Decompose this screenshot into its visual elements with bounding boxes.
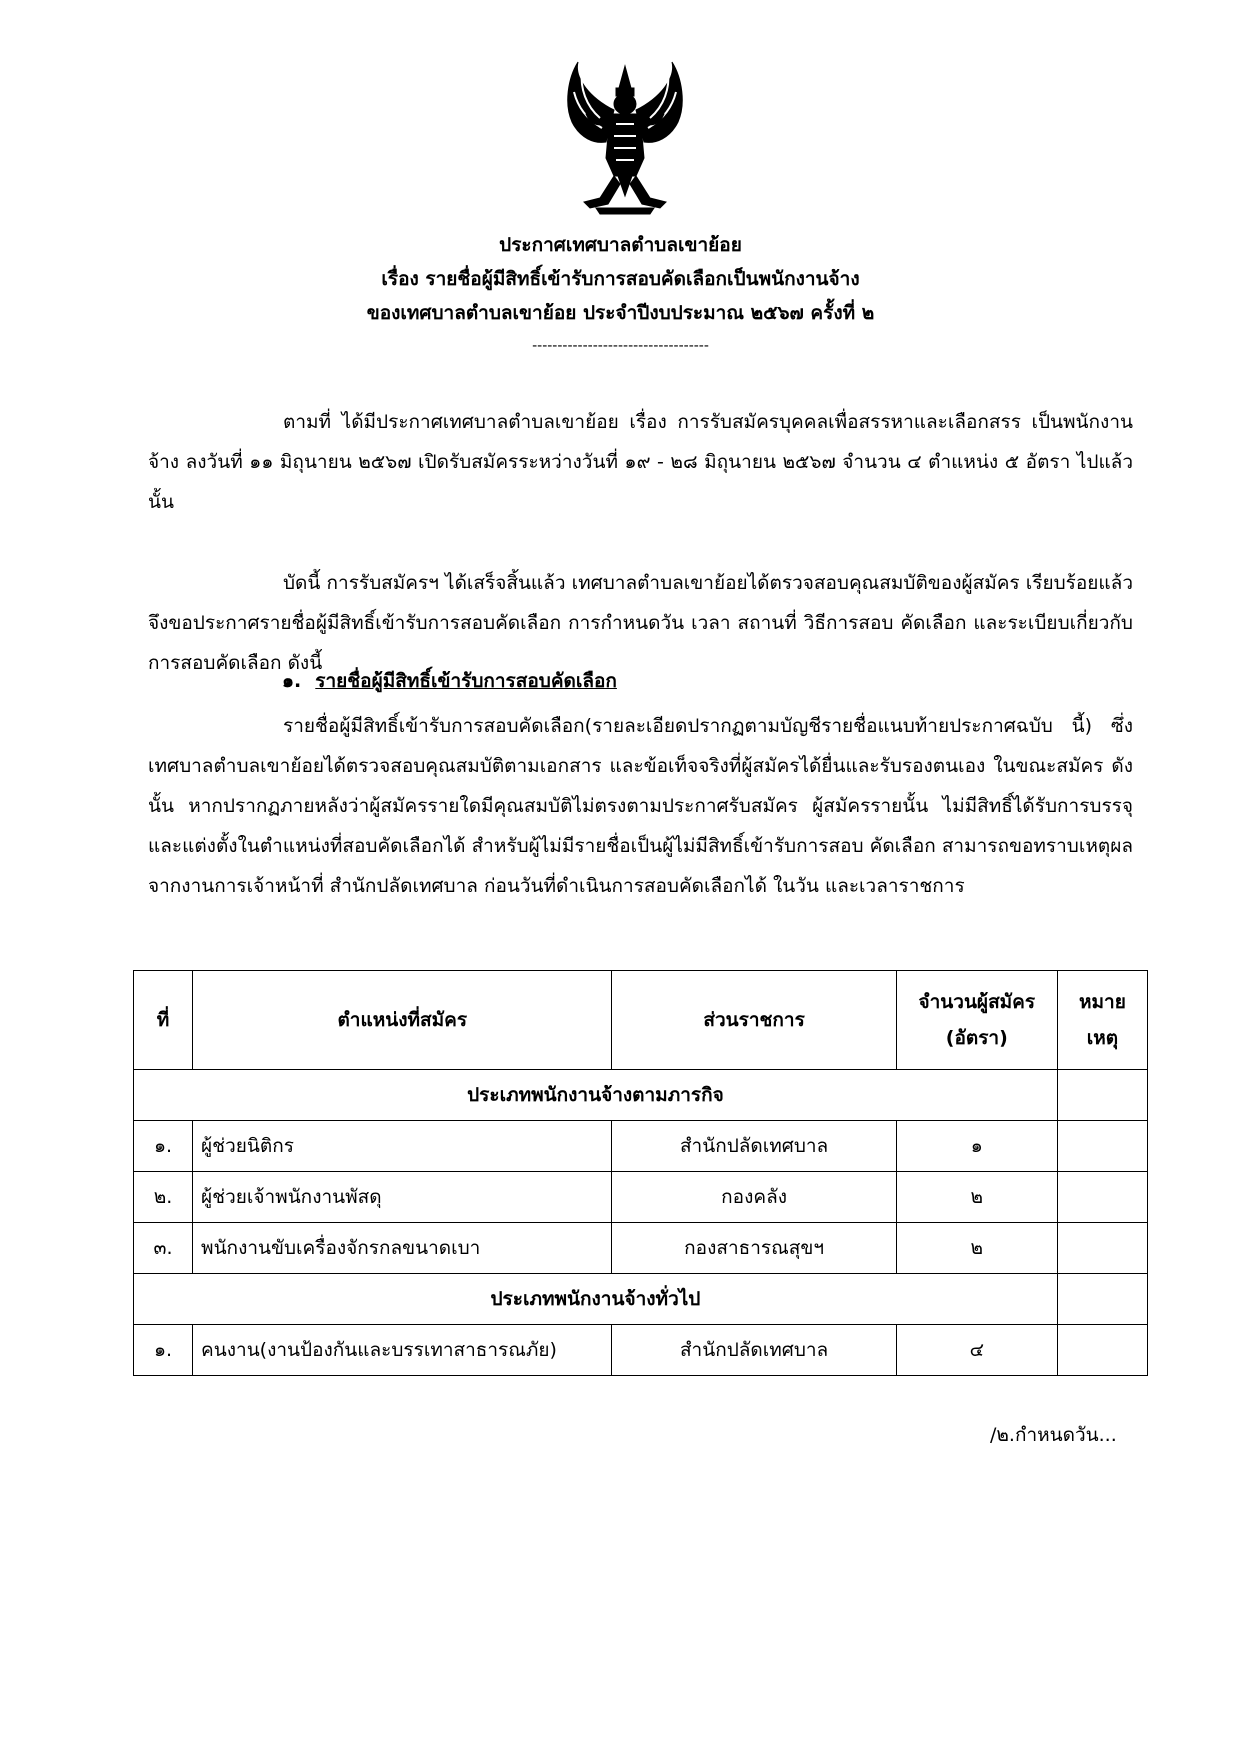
header-department: ส่วนราชการ (612, 971, 896, 1070)
row-department: สำนักปลัดเทศบาล (612, 1121, 896, 1172)
header-remark-line2: เหตุ (1086, 1027, 1119, 1049)
row-no: ๑. (134, 1325, 193, 1376)
row-no: ๑. (134, 1121, 193, 1172)
announcement-title: ประกาศเทศบาลตำบลเขาย้อย (499, 234, 742, 256)
announcement-subject-line2: ของเทศบาลตำบลเขาย้อย ประจำปีงบประมาณ ๒๕๖๗ ครั้งที่ ๒ (366, 302, 875, 324)
table-header-row (134, 971, 1148, 1070)
row-no: ๓. (134, 1223, 193, 1274)
header-count-line1: จำนวนผู้สมัคร (918, 991, 1036, 1013)
header-count (896, 971, 1057, 1070)
row-remark (1057, 1172, 1147, 1223)
garuda-emblem-icon (560, 58, 690, 218)
header-position: ตำแหน่งที่สมัคร (193, 971, 612, 1070)
row-count: ๒ (896, 1172, 1057, 1223)
row-count: ๔ (896, 1325, 1057, 1376)
table-row (134, 1325, 1148, 1376)
row-department: กองคลัง (612, 1172, 896, 1223)
row-department: กองสาธารณสุขฯ (612, 1223, 896, 1274)
table-row (134, 1172, 1148, 1223)
category-remark (1057, 1274, 1147, 1325)
header-remark (1057, 971, 1147, 1070)
row-remark (1057, 1223, 1147, 1274)
announcement-subject: เรื่อง รายชื่อผู้มีสิทธิ์เข้ารับการสอบคัดเลือกเป็นพนักงานจ้าง (381, 268, 860, 290)
paragraph-announcement-text: บัดนี้ การรับสมัครฯ ได้เสร็จสิ้นแล้ว เทศบาลตำบลเขาย้อยได้ตรวจสอบคุณสมบัติของผู้สมัคร เรียบร้อยแล้ว จึงขอประกาศรายชื่อผู้มีสิทธิ์เข้ารับการสอบคัดเลือก การกำหนดวัน เวลา สถานที่ วิธีการสอบ คัดเลือก และระเบียบเกี่ยวกับการสอบคัดเลือก ดังนี้ (148, 572, 1133, 674)
applicants-table (133, 970, 1148, 1376)
paragraph-eligibility (148, 706, 1133, 906)
row-position: พนักงานขับเครื่องจักรกลขนาดเบา (193, 1223, 612, 1274)
header-no: ที่ (134, 971, 193, 1070)
header-remark-line1: หมาย (1079, 991, 1126, 1013)
section-1-number: ๑. (282, 670, 302, 692)
section-1-heading (282, 664, 617, 698)
section-1-title: รายชื่อผู้มีสิทธิ์เข้ารับการสอบคัดเลือก (315, 670, 617, 692)
continuation-note: /๒.กำหนดวัน... (990, 1424, 1117, 1446)
category-remark (1057, 1070, 1147, 1121)
category-row-mission (134, 1070, 1148, 1121)
table-row (134, 1121, 1148, 1172)
row-no: ๒. (134, 1172, 193, 1223)
header-count-line2: (อัตรา) (945, 1027, 1008, 1049)
row-position: คนงาน(งานป้องกันและบรรเทาสาธารณภัย) (193, 1325, 612, 1376)
paragraph-eligibility-text: รายชื่อผู้มีสิทธิ์เข้ารับการสอบคัดเลือก(รายละเอียดปรากฏตามบัญชีรายชื่อแนบท้ายประกาศฉบับ นี้) ซึ่งเทศบาลตำบลเขาย้อยได้ตรวจสอบคุณสมบัติตามเอกสาร และข้อเท็จจริงที่ผู้สมัครได้ยื่นและรับรองตนเอง ในขณะสมัคร ดังนั้น หากปรากฏภายหลังว่าผู้สมัครรายใดมีคุณสมบัติไม่ตรงตามประกาศรับสมัคร ผู้สมัครรายนั้น ไม่มีสิทธิ์ได้รับการบรรจุและแต่งตั้งในตำแหน่งที่สอบคัดเลือกได้ สำหรับผู้ไม่มีรายชื่อเป็นผู้ไม่มีสิทธิ์เข้ารับการสอบ คัดเลือก สามารถขอทราบเหตุผลจากงานการเจ้าหน้าที่ สำนักปลัดเทศบาล ก่อนวันที่ดำเนินการสอบคัดเลือกได้ ในวัน และเวลาราชการ (148, 715, 1133, 897)
row-position: ผู้ช่วยเจ้าพนักงานพัสดุ (193, 1172, 612, 1223)
row-count: ๒ (896, 1223, 1057, 1274)
row-position: ผู้ช่วยนิติกร (193, 1121, 612, 1172)
category-row-general (134, 1274, 1148, 1325)
row-remark (1057, 1325, 1147, 1376)
header-divider: ----------------------------------- (532, 338, 709, 354)
category-title: ประเภทพนักงานจ้างตามภารกิจ (134, 1070, 1058, 1121)
table-row (134, 1223, 1148, 1274)
category-title: ประเภทพนักงานจ้างทั่วไป (134, 1274, 1058, 1325)
row-count: ๑ (896, 1121, 1057, 1172)
paragraph-background-text: ตามที่ ได้มีประกาศเทศบาลตำบลเขาย้อย เรื่อง การรับสมัครบุคคลเพื่อสรรหาและเลือกสรร เป็นพนักงานจ้าง ลงวันที่ ๑๑ มิถุนายน ๒๕๖๗ เปิดรับสมัครระหว่างวันที่ ๑๙ - ๒๘ มิถุนายน ๒๕๖๗ จำนวน ๔ ตำแหน่ง ๕ อัตรา ไปแล้ว นั้น (148, 411, 1133, 513)
paragraph-background (148, 402, 1133, 522)
row-remark (1057, 1121, 1147, 1172)
row-department: สำนักปลัดเทศบาล (612, 1325, 896, 1376)
